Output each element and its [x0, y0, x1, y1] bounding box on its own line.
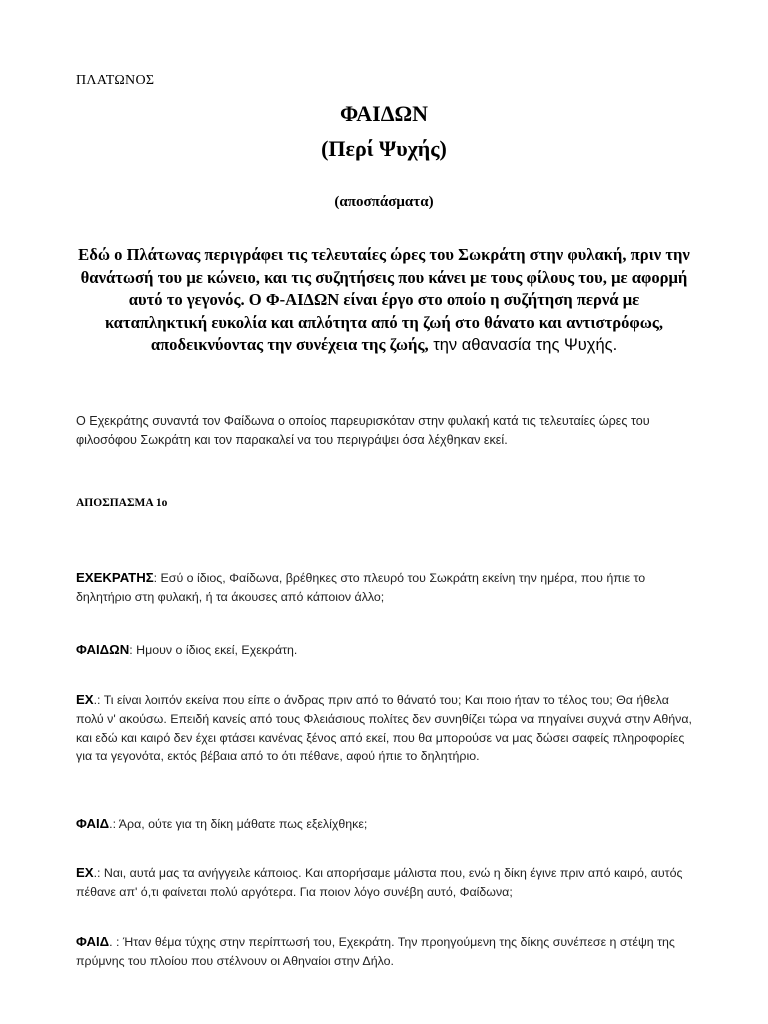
intro-bold-text: Εδώ ο Πλάτωνας περιγράφει τις τελευταίες ώρες του Σωκράτη στην φυλακή, πριν την θανάτωσή του με κώνειο, και τις συζητήσεις που κάνει με τους φίλους του, με αφορμή αυτό το γεγονός. Ο Φ-ΑΙΔΩΝ είναι έργο στο οποίο η συζήτηση περνά με καταπληκτική ευκολία και απλότητα από τη ζωή στο θάνατο και αντιστρόφως, αποδεικνύοντας την συνέχεια της ζωής, [78, 245, 690, 354]
dialogue-line [76, 569, 698, 607]
dialogue-line [76, 864, 698, 902]
dialogue-text: : Εσύ ο ίδιος, Φαίδωνα, βρέθηκες στο πλευρό του Σωκράτη εκείνη την ημέρα, που ήπιε το δηλητήριο στη φυλακή, ή τα άκουσες από κάποιον άλλο; [76, 571, 646, 604]
section-heading: ΑΠΟΣΠΑΣΜΑ 1ο [76, 497, 168, 509]
dialogue-line [76, 933, 698, 971]
dialogue-line [76, 815, 698, 834]
dialogue-text: . : Ήταν θέμα τύχης στην περίπτωσή του, Εχεκράτη. Την προηγούμενη της δίκης συνέπεσε η στέψη της πρύμνης του πλοίου που στέλνουν οι Αθηναίοι στην Δήλο. [76, 935, 675, 968]
intro-paragraph [78, 244, 690, 357]
dialogue-line [76, 641, 698, 660]
document-title: ΦΑΙΔΩΝ [339, 101, 429, 126]
speaker-label: ΦΑΙΔΩΝ [76, 642, 130, 657]
dialogue-text: : Ημουν ο ίδιος εκεί, Εχεκράτη. [129, 643, 298, 657]
dialogue-text: .: Τι είναι λοιπόν εκείνα που είπε ο άνδρας πριν από το θάνατό του; Και ποιο ήταν το τέλος του; Θα ήθελα πολύ ν' ακούσω. Επειδή κανείς από τους Φλειάσιους πολίτες δεν συνηθίζει τώρα να πηγαίνει συχνά στην Αθήνα, και εδώ και καιρό δεν έχει φτάσει κανένας ξένος από εκεί, που θα μπορούσε να μας δώσει σαφείς πληροφορίες για τα γεγονότα, εκτός βέβαια από το ότι πέθανε, αφού ήπιε το δηλητήριο. [76, 693, 692, 764]
speaker-label: ΦΑΙΔ [76, 934, 110, 949]
speaker-label: ΕΧΕΚΡΑΤΗΣ [76, 570, 154, 585]
speaker-label: ΕΧ [76, 692, 94, 707]
summary-paragraph: Ο Εχεκράτης συναντά τον Φαίδωνα ο οποίος παρευρισκόταν στην φυλακή κατά τις τελευταίες ώρες του φιλοσόφου Σωκράτη και τον παρακαλεί να του περιγράψει όσα λέχθηκαν εκεί. [76, 414, 650, 447]
intro-plain-text: την αθανασία της Ψυχής. [428, 336, 618, 354]
dialogue-text: .: Ναι, αυτά μας τα ανήγγειλε κάποιος. Και απορήσαμε μάλιστα που, ενώ η δίκη έγινε πριν από καιρό, αυτός πέθανε απ' ό,τι φαίνεται πολύ αργότερα. Για ποιον λόγο συνέβη αυτό, Φαίδωνα; [76, 866, 683, 899]
dialogue-line [76, 691, 698, 766]
speaker-label: ΕΧ [76, 865, 94, 880]
document-subtitle: (Περί Ψυχής) [321, 136, 447, 161]
author-name: ΠΛΑΤΩΝΟΣ [76, 73, 155, 88]
dialogue-text: .: Άρα, ούτε για τη δίκη μάθατε πως εξελίχθηκε; [109, 817, 368, 831]
excerpts-label: (αποσπάσματα) [334, 194, 434, 210]
speaker-label: ΦΑΙΔ [76, 816, 110, 831]
